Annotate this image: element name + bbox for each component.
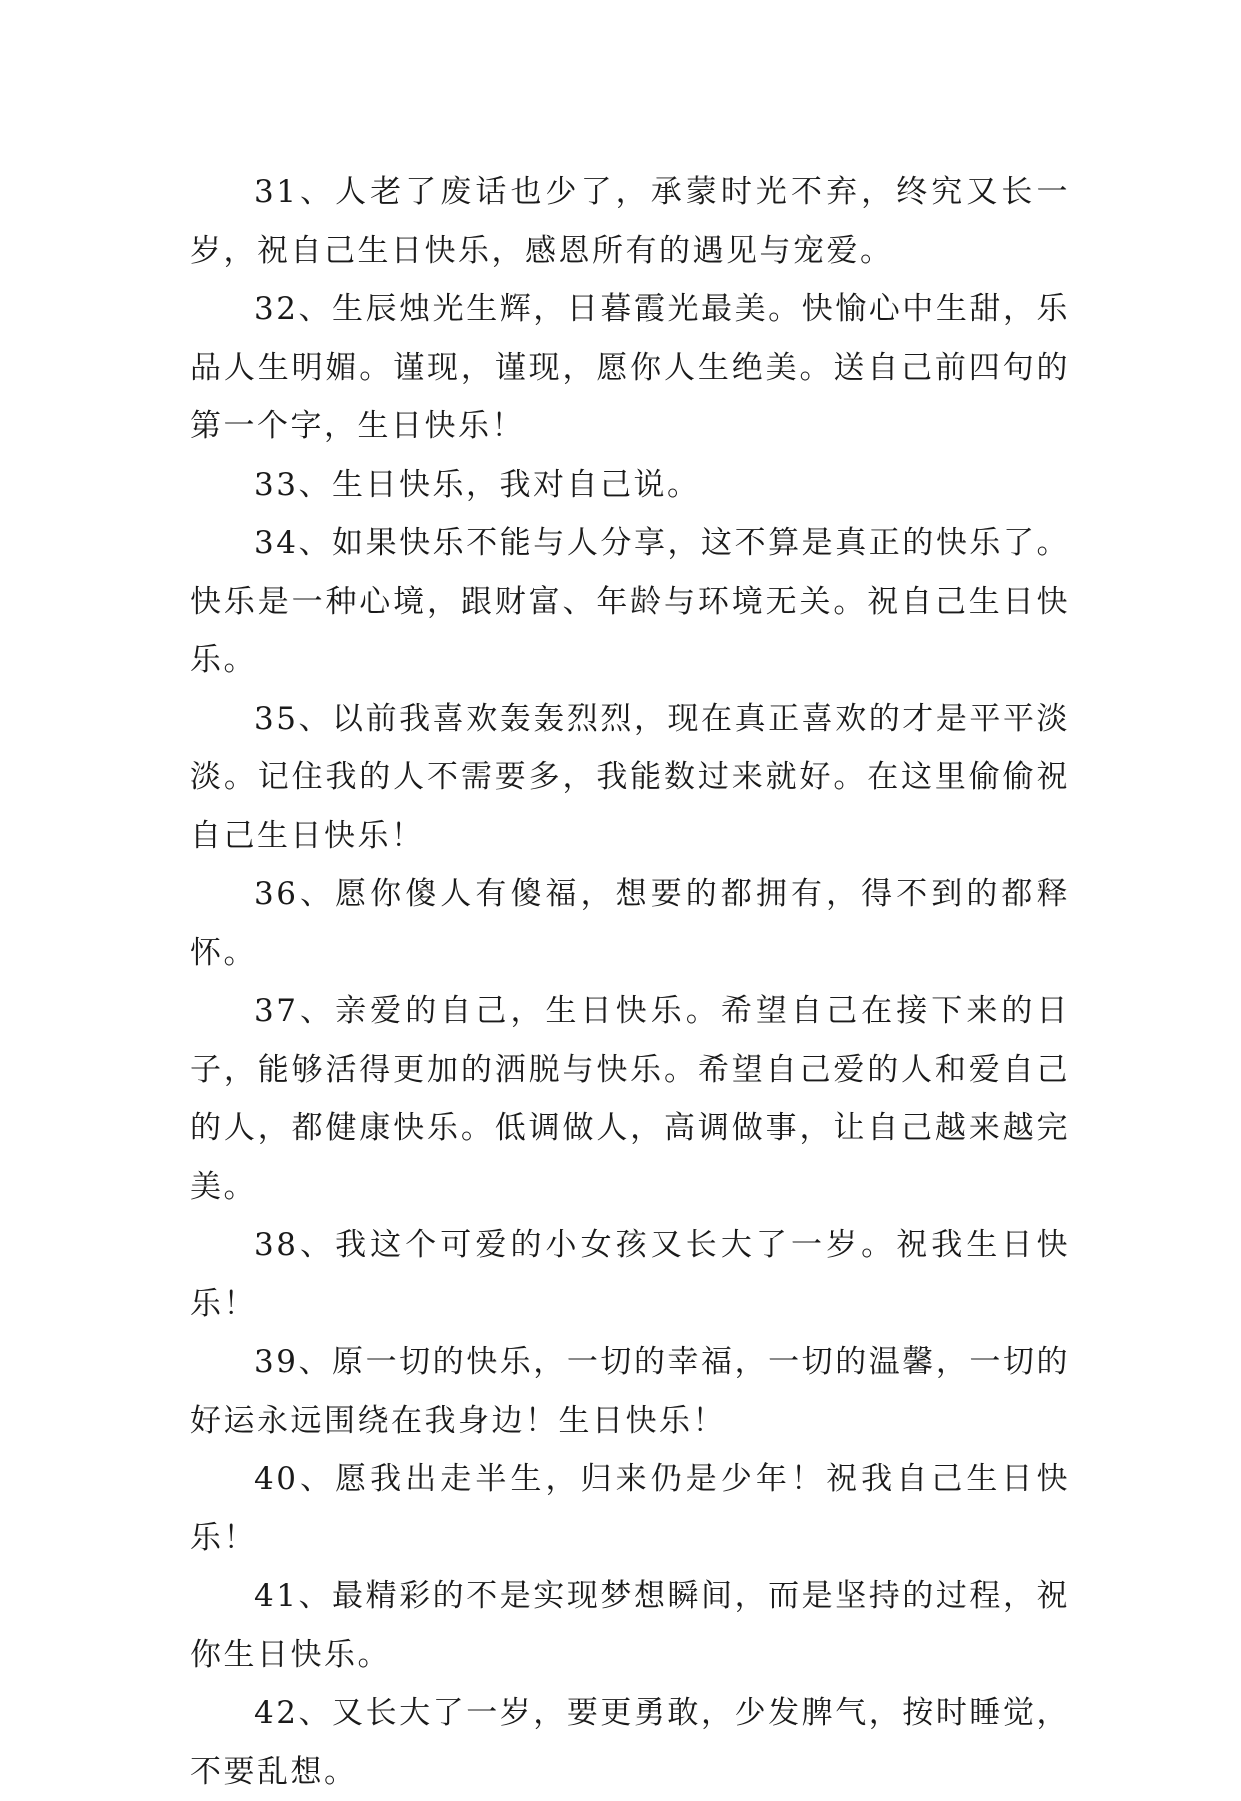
paragraph-38: 38、我这个可爱的小女孩又长大了一岁。祝我生日快乐！ [190, 1227, 1070, 1322]
paragraph-41: 41、最精彩的不是实现梦想瞬间，而是坚持的过程，祝你生日快乐。 [190, 1578, 1070, 1673]
paragraph-36: 36、愿你傻人有傻福，想要的都拥有，得不到的都释怀。 [190, 876, 1070, 971]
paragraph-33: 33、生日快乐，我对自己说。 [254, 466, 701, 503]
paragraph-42: 42、又长大了一岁，要更勇敢，少发脾气，按时睡觉，不要乱想。 [190, 1695, 1070, 1790]
paragraph-37: 37、亲爱的自己，生日快乐。希望自己在接下来的日子，能够活得更加的洒脱与快乐。希望自己爱的人和爱自己的人，都健康快乐。低调做人，高调做事，让自己越来越完美。 [190, 993, 1070, 1205]
paragraph-35: 35、以前我喜欢轰轰烈烈，现在真正喜欢的才是平平淡淡。记住我的人不需要多，我能数过来就好。在这里偷偷祝自己生日快乐！ [190, 700, 1070, 854]
paragraph-39: 39、原一切的快乐，一切的幸福，一切的温馨，一切的好运永远围绕在我身边！生日快乐！ [190, 1344, 1070, 1439]
paragraph-32: 32、生辰烛光生辉，日暮霞光最美。快愉心中生甜，乐品人生明媚。谨现，谨现，愿你人生绝美。送自己前四句的第一个字，生日快乐！ [190, 291, 1070, 444]
paragraph-31: 31、人老了废话也少了，承蒙时光不弃，终究又长一岁，祝自己生日快乐，感恩所有的遇见与宠爱。 [190, 174, 1070, 269]
document-body [190, 163, 1070, 1801]
paragraph-40: 40、愿我出走半生，归来仍是少年！祝我自己生日快乐！ [190, 1461, 1070, 1556]
paragraph-34: 34、如果快乐不能与人分享，这不算是真正的快乐了。快乐是一种心境，跟财富、年龄与环境无关。祝自己生日快乐。 [190, 525, 1070, 678]
